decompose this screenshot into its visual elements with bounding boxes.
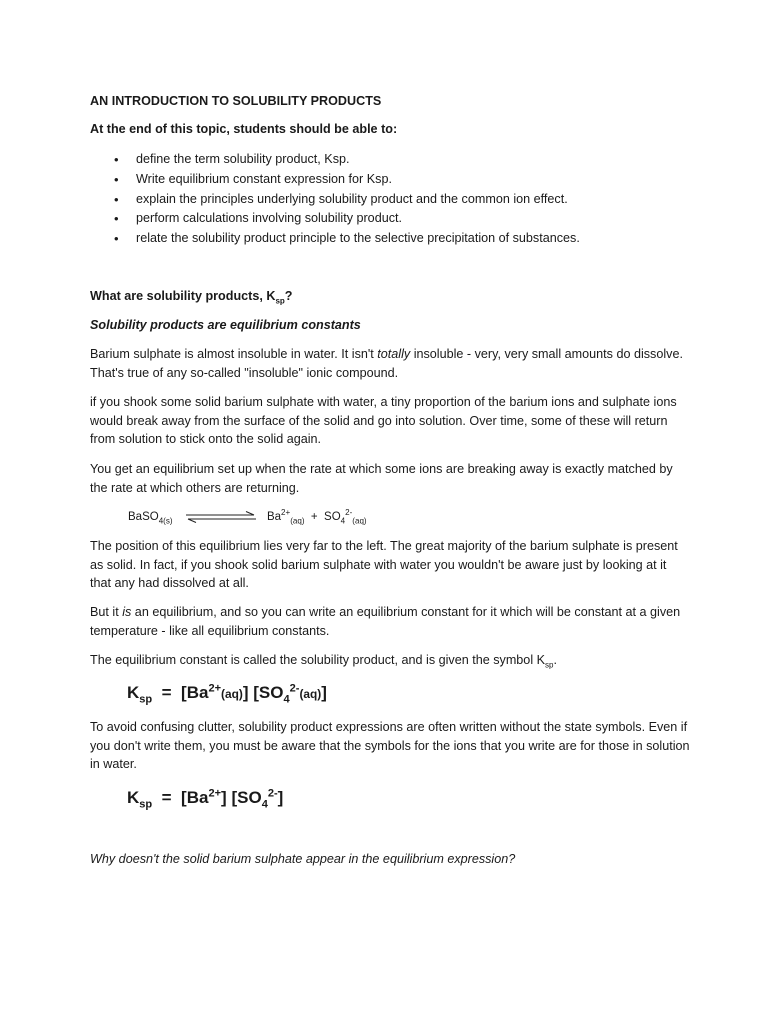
paragraph-1: Barium sulphate is almost insoluble in water. It isn't totally insoluble - very, very small amounts do dissolve. That's true of any so-called "insoluble" ionic compound. xyxy=(90,347,683,380)
paragraph-5: But it is an equilibrium, and so you can write an equilibrium constant for it which will be constant at a given temperature - like all equilibrium constants. xyxy=(90,605,681,638)
list-item: • Write equilibrium constant expression for Ksp. xyxy=(90,170,690,190)
list-item: • relate the solubility product principle to the selective precipitation of substances. xyxy=(90,229,690,249)
question-2: Why doesn't the solid barium sulphate appear in the equilibrium expression? xyxy=(90,852,516,866)
dissolution-equation: BaSO$_{4(s)}$ $Ba^{2+}_{(aq)} + SO_4^{2-}_{(aq)}$ xyxy=(128,508,367,526)
list-item: • explain the principles underlying solubility product and the common ion effect. xyxy=(90,190,690,210)
objectives-intro: At the end of this topic, students should be able to: xyxy=(90,122,398,136)
ksp-expression: $K_{sp} = [Ba^{2+}]$ $[SO_4^{2-}]$ xyxy=(127,787,284,811)
paragraph-7: To avoid confusing clutter, solubility product expressions are often written without the state symbols. Even if you don't write them, you must be aware that the symbols for the ions that you write are for those in solution in water. xyxy=(90,720,690,771)
objectives-list xyxy=(90,150,690,249)
page-title: AN INTRODUCTION TO SOLUBILITY PRODUCTS xyxy=(90,94,382,108)
equilibrium-arrows-icon xyxy=(186,511,256,523)
list-item: • define the term solubility product, Ksp. xyxy=(90,150,690,170)
paragraph-3: You get an equilibrium set up when the rate at which some ions are breaking away is exactly matched by the rate at which others are returning. xyxy=(90,462,673,495)
question-heading: What are solubility products, $K_{sp}$? xyxy=(90,289,293,306)
ksp-expression-with-states: $K_{sp} = [Ba^{2+}(aq)]$ $[SO_4^{2-}(aq)]$ xyxy=(127,682,327,706)
list-item: • perform calculations involving solubility product. xyxy=(90,209,690,229)
section-subheading: Solubility products are equilibrium constants xyxy=(90,318,361,332)
paragraph-6: The equilibrium constant is called the solubility product, and is given the symbol $K_{sp}$. xyxy=(90,653,557,670)
paragraph-4: The position of this equilibrium lies very far to the left. The great majority of the barium sulphate is present as solid. In fact, if you shook solid barium sulphate with water you wouldn't be aware just by looking at it that any had dissolved at all. xyxy=(90,539,678,590)
paragraph-2: if you shook some solid barium sulphate with water, a tiny proportion of the barium ions and sulphate ions would break away from the surface of the solid and go into solution. Over time, some of these will return from solution to stick onto the solid again. xyxy=(90,395,677,446)
